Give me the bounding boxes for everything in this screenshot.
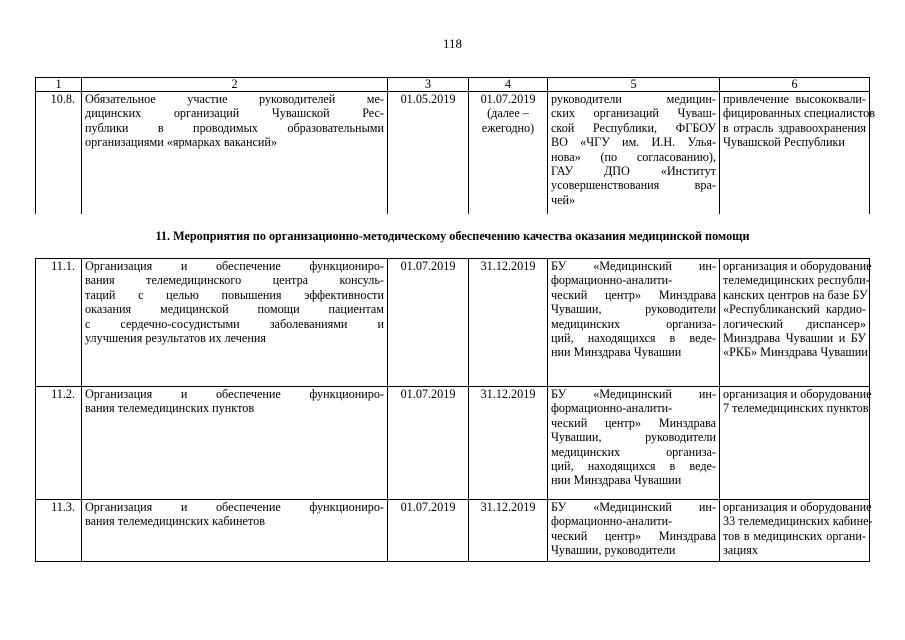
result-line: тов в медицинских органи- (723, 528, 866, 543)
end-line: 31.12.2019 (480, 258, 536, 273)
num-line: 10.8. (50, 92, 75, 106)
result-line: в отрасль здравоохранения (723, 120, 866, 135)
column-number: 3 (388, 78, 469, 92)
table-row (36, 386, 870, 499)
start-line: 01.07.2019 (400, 499, 456, 514)
description-line: Организация и обеспечение функциониро- (85, 499, 384, 514)
end-line: 31.12.2019 (480, 386, 536, 401)
executor-line: ВО «ЧГУ им. И.Н. Улья- (551, 135, 716, 150)
num-line: 11.3. (51, 499, 75, 514)
description-line: с сердечно-сосудистыми заболеваниями и (85, 316, 384, 331)
expected-result (720, 386, 870, 499)
table-row (36, 499, 870, 561)
executor-line: нии Минздрава Чувашии (551, 473, 682, 488)
executor-line: медицинских организа- (551, 316, 716, 331)
end-date (469, 258, 548, 386)
description-line: Обязательное участие руководителей ме- (85, 92, 384, 106)
executor-line: БУ «Медицинский ин- (551, 258, 716, 273)
executor-line: формационно-аналити- (551, 273, 673, 288)
result-line: привлечение высококвали- (723, 92, 866, 106)
executor-line: Чувашии, руководители (551, 302, 716, 317)
executor-line: ческий центр» Минздрава (551, 287, 716, 302)
result-line: 33 телемедицинских кабине- (723, 514, 873, 529)
executor (548, 258, 720, 386)
item-description (82, 92, 388, 214)
end-line: 31.12.2019 (480, 499, 536, 514)
column-number: 5 (548, 78, 720, 92)
start-line: 01.07.2019 (400, 386, 456, 401)
description-line: Организация и обеспечение функциониро- (85, 258, 384, 273)
column-number: 4 (469, 78, 548, 92)
description-line: вания телемедицинского центра консуль- (85, 273, 384, 288)
item-description (82, 386, 388, 499)
end-date (469, 499, 548, 561)
executor-line: ций, находящихся в веде- (551, 458, 716, 473)
item-description (82, 258, 388, 386)
executor-line: БУ «Медицинский ин- (551, 386, 716, 401)
start-line: 01.07.2019 (400, 258, 456, 273)
expected-result (720, 92, 875, 214)
result-line: организация и оборудование (723, 499, 872, 514)
column-number: 2 (82, 78, 388, 92)
end-line: ежегодно) (481, 120, 535, 135)
expected-result (720, 258, 870, 386)
executor (548, 499, 720, 561)
description-line: Организация и обеспечение функциониро- (85, 386, 384, 401)
executor-line: нии Минздрава Чувашии (551, 345, 682, 360)
start-date (388, 386, 469, 499)
section-heading-row (36, 214, 870, 259)
result-line: Чувашской Республики (723, 135, 845, 150)
description-line: вания телемедицинских кабинетов (85, 514, 265, 529)
executor-line: формационно-аналити- (551, 401, 673, 416)
executor-line: Чувашии, руководители (551, 543, 676, 558)
executor-line: ГАУ ДПО «Институт (551, 164, 716, 179)
description-line: вания телемедицинских пунктов (85, 401, 255, 416)
item-number (36, 386, 82, 499)
result-line: логический диспансер» (723, 316, 866, 331)
executor-line: нова» (по согласованию), (551, 149, 716, 164)
description-line: таций с целью повышения эффективности (85, 287, 384, 302)
result-line: Минздрава Чувашии и БУ (723, 330, 866, 345)
executor-line: ских организаций Чуваш- (551, 106, 716, 121)
description-line: улучшения результатов их лечения (85, 330, 266, 345)
executor (548, 386, 720, 499)
item-number (36, 258, 82, 386)
result-line: фицированных специалистов (723, 106, 875, 121)
result-line: организация и оборудование (723, 258, 872, 273)
column-number-row (36, 78, 870, 92)
description-line: оказания медицинской помощи пациентам (85, 302, 384, 317)
result-line: «Республиканский кардио- (723, 302, 866, 317)
measures-table (35, 77, 875, 562)
num-line: 11.1. (51, 258, 75, 273)
start-line: 01.05.2019 (400, 92, 456, 106)
result-line: «РКБ» Минздрава Чувашии (723, 345, 868, 360)
executor-line: медицинских организа- (551, 444, 716, 459)
description-line: дицинских организаций Чувашской Рес- (85, 106, 384, 121)
result-line: канских центров на базе БУ (723, 287, 868, 302)
item-description (82, 499, 388, 561)
executor-line: руководители медицин- (551, 92, 716, 106)
description-line: публики в проводимых образовательными (85, 120, 384, 135)
start-date (388, 258, 469, 386)
executor-line: формационно-аналити- (551, 514, 673, 529)
end-line: (далее – (487, 106, 529, 121)
table-row (36, 258, 870, 386)
executor-line: ций, находящихся в веде- (551, 330, 716, 345)
end-date (469, 92, 548, 214)
page-number: 118 (442, 36, 463, 51)
table-row (36, 92, 870, 214)
executor-line: Чувашии, руководители (551, 430, 716, 445)
executor-line: чей» (551, 192, 576, 207)
start-date (388, 92, 469, 214)
expected-result (720, 499, 873, 561)
executor-line: БУ «Медицинский ин- (551, 499, 716, 514)
executor-line: усовершенствования вра- (551, 178, 716, 193)
executor-line: ческий центр» Минздрава (551, 528, 716, 543)
description-line: организациями «ярмарках вакансий» (85, 135, 278, 150)
result-line: телемедицинских республи- (723, 273, 870, 288)
executor (548, 92, 720, 214)
end-line: 01.07.2019 (480, 92, 536, 106)
item-number (36, 499, 82, 561)
column-number: 1 (36, 78, 82, 92)
section-title: 11. Мероприятия по организационно-методическому обеспечению качества оказания медицинской помощи (155, 228, 750, 243)
column-number: 6 (720, 78, 870, 92)
end-date (469, 386, 548, 499)
item-number (36, 92, 82, 214)
result-line: 7 телемедицинских пунктов (723, 401, 869, 416)
result-line: организация и оборудование (723, 386, 872, 401)
executor-line: ческий центр» Минздрава (551, 415, 716, 430)
num-line: 11.2. (51, 386, 75, 401)
executor-line: ской Республики, ФГБОУ (551, 120, 716, 135)
start-date (388, 499, 469, 561)
result-line: зациях (723, 543, 758, 558)
